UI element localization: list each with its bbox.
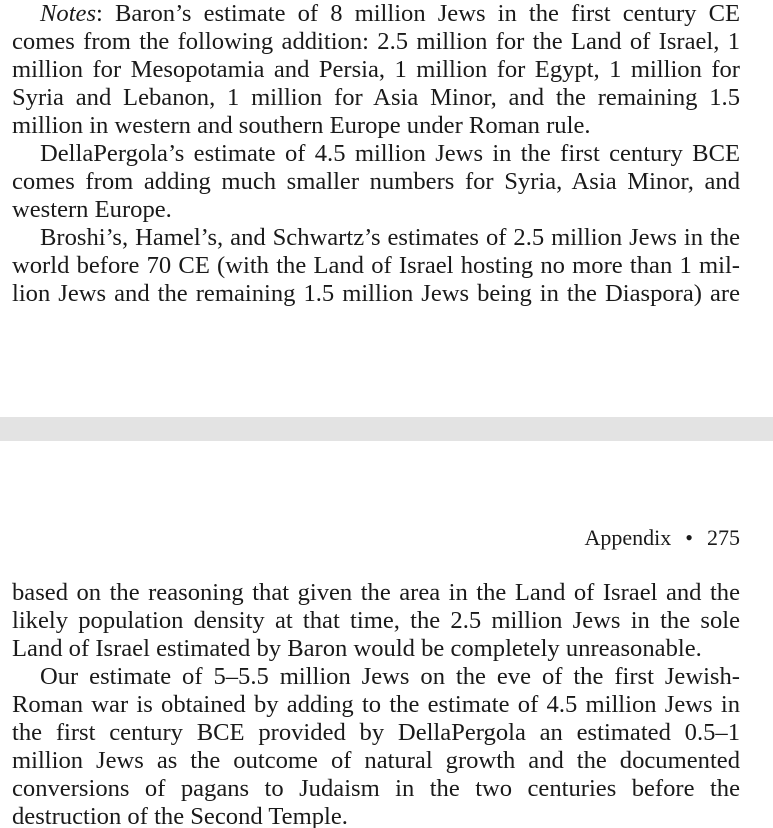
lower-page bbox=[0, 441, 773, 828]
notes-paragraph-baron bbox=[12, 0, 740, 140]
running-head-bullet: • bbox=[685, 525, 693, 550]
body-paragraph-estimate: Our estimate of 5–5.5 million Jews on the eve of the first Jewish-Roman war is obtained by adding to the estimate of 4.5 million Jews in the first century BCE provided by DellaPergola an estimated 0.5–1 million Jews as the outcome of natural growth and the documented conversions of pagans to Judaism in the two centuries before the destruction of the Second Temple. bbox=[12, 663, 740, 828]
body-text-block bbox=[12, 579, 740, 828]
notes-text-block bbox=[12, 0, 740, 308]
notes-paragraph-baron-text: : Baron’s estimate of 8 million Jews in the first century CE comes from the following addition: 2.5 million for the Land of Israel, 1 million for Mesopotamia and Persia, 1 million for Egypt, 1 million for Syria and Lebanon, 1 million for Asia Minor, and the remaining 1.5 million in western and southern Europe under Roman rule. bbox=[12, 0, 740, 139]
page-number: 275 bbox=[707, 525, 740, 550]
page-separator bbox=[0, 417, 773, 441]
running-head bbox=[585, 525, 740, 551]
running-head-section: Appendix bbox=[584, 525, 672, 550]
body-paragraph-reasoning: based on the reasoning that given the area in the Land of Israel and the likely population density at that time, the 2.5 million Jews in the sole Land of Israel estimated by Baron would be completely unreasonable. bbox=[12, 579, 740, 662]
notes-label: Notes bbox=[40, 0, 97, 27]
notes-paragraph-dellapergola: DellaPergola’s estimate of 4.5 million Jews in the first century BCE comes from adding much smaller numbers for Syria, Asia Minor, and western Europe. bbox=[12, 140, 740, 223]
notes-paragraph-broshi: Broshi’s, Hamel’s, and Schwartz’s estimates of 2.5 million Jews in the world before 70 CE (with the Land of Israel hosting no more than 1 million Jews and the remaining 1.5 million Jews being in the Diaspora) are bbox=[12, 224, 740, 307]
